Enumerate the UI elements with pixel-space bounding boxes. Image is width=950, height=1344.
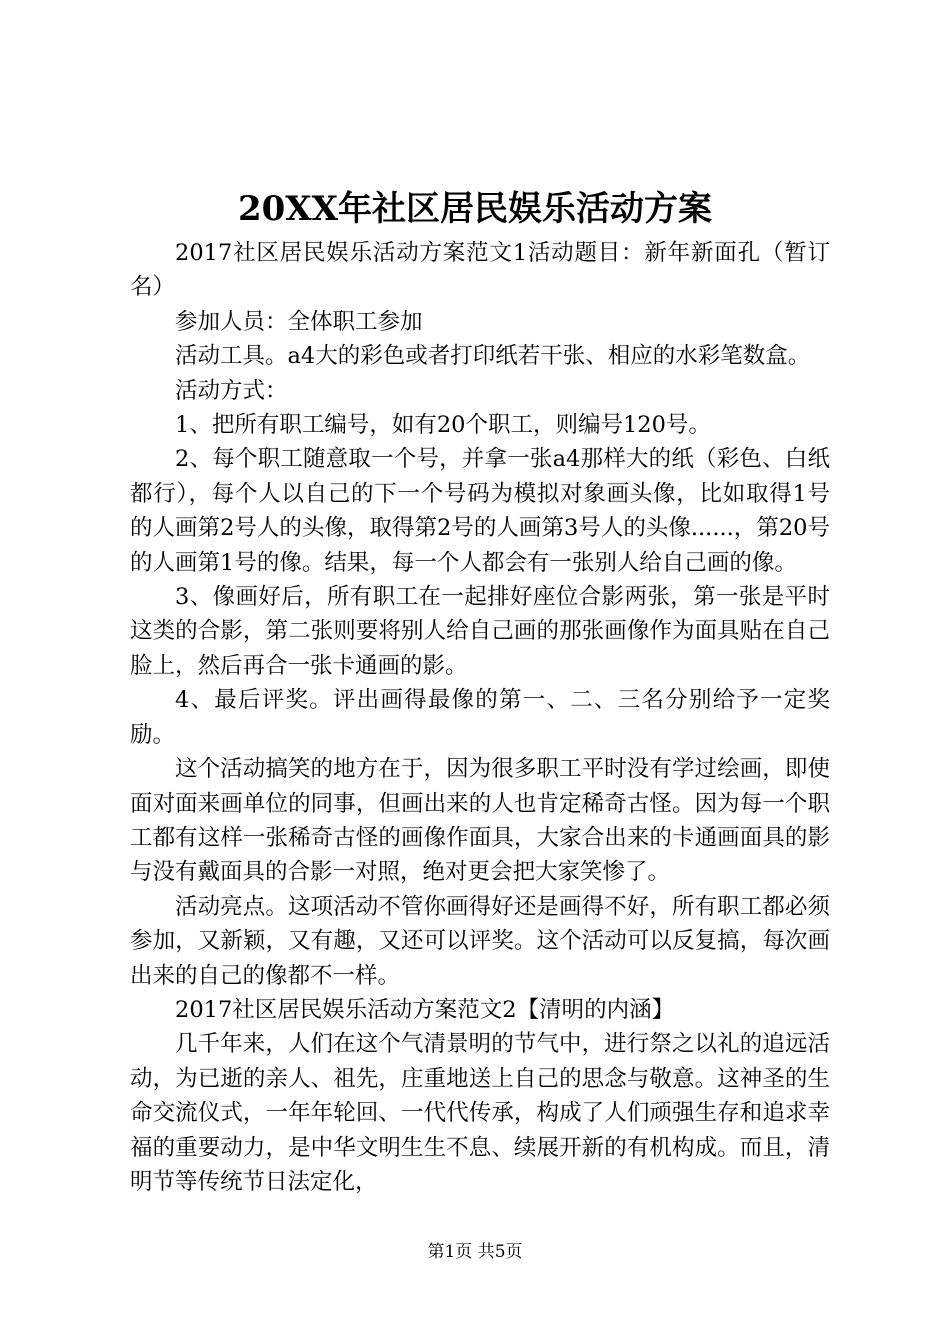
paragraph: 2017社区居民娱乐活动方案范文1活动题目：新年新面孔（暂订名） [130,240,830,301]
paragraph: 这个活动搞笑的地方在于，因为很多职工平时没有学过绘画，即使面对面来画单位的同事，但画出来的人也肯定稀奇古怪。因为每一个职工都有这样一张稀奇古怪的画像作面具，大家合出来的卡通画面具的影与没有戴面具的合影一对照，绝对更会把大家笑惨了。 [130,756,830,886]
paragraph: 参加人员：全体职工参加 [175,308,423,335]
document-body [130,236,830,1199]
paragraph: 活动亮点。这项活动不管你画得好还是画得不好，所有职工都必须参加，又新颖，又有趣，又还可以评奖。这个活动可以反复搞，每次画出来的自己的像都不一样。 [130,893,830,989]
paragraph: 2、每个职工随意取一个号，并拿一张a4那样大的纸（彩色、白纸都行），每个人以自己的下一个号码为模拟对象画头像，比如取得1号的人画第2号人的头像，取得第2号的人画第3号人的头像......，第20号的人画第1号的像。结果，每一个人都会有一张别人给自己画的像。 [130,446,830,576]
paragraph: 1、把所有职工编号，如有20个职工，则编号120号。 [175,412,711,439]
paragraph: 2017社区居民娱乐活动方案范文2【清明的内涵】 [175,996,675,1023]
paragraph: 几千年来，人们在这个气清景明的节气中，进行祭之以礼的追远活动，为已逝的亲人、祖先，庄重地送上自己的思念与敬意。这神圣的生命交流仪式，一年年轮回、一代代传承，构成了人们顽强生存和追求幸福的重要动力，是中华文明生生不息、续展开新的有机构成。而且，清明节等传统节日法定化， [130,1031,830,1195]
paragraph: 4、最后评奖。评出画得最像的第一、二、三名分别给予一定奖励。 [130,687,830,748]
paragraph: 活动方式： [175,377,288,404]
document-title: 20XX年社区居民娱乐活动方案 [237,189,713,229]
paragraph: 3、像画好后，所有职工在一起排好座位合影两张，第一张是平时这类的合影，第二张则要将别人给自己画的那张画像作为面具贴在自己脸上，然后再合一张卡通画的影。 [130,584,830,679]
paragraph: 活动工具。a4大的彩色或者打印纸若干张、相应的水彩笔数盒。 [175,343,811,370]
page-footer: 第1页 共5页 [427,1242,523,1262]
